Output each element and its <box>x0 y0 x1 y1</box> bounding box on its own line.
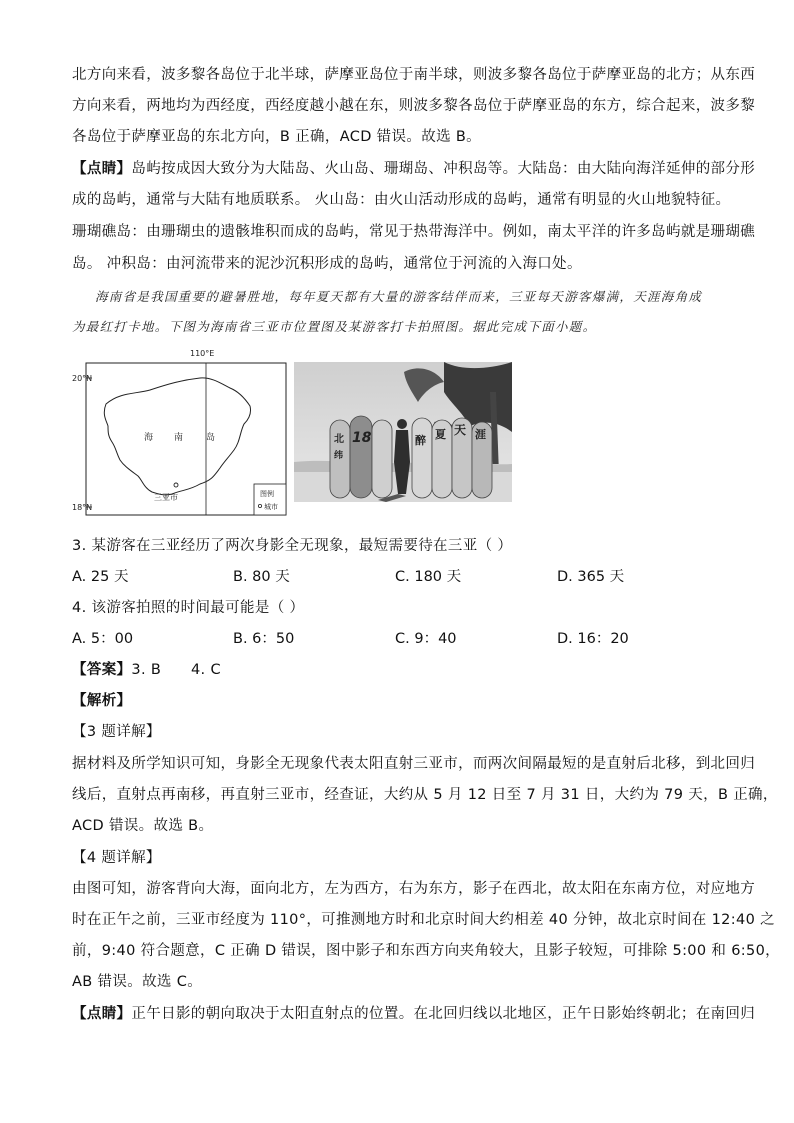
q4-option-d[interactable]: D. 16：20 <box>557 631 629 647</box>
body-text-line: 各岛位于萨摩亚岛的东北方向，B 正确，ACD 错误。故选 B。 <box>72 129 482 145</box>
q3-option-c[interactable]: C. 180 天 <box>395 569 462 585</box>
tip-paragraph-line <box>72 159 755 179</box>
latitude-label-bottom: 18°N <box>72 503 93 512</box>
q4-detail-line: AB 错误。故选 C。 <box>72 974 203 990</box>
surfboard-text: 天 <box>454 423 467 437</box>
question-3-stem: 3. 某游客在三亚经历了两次身影全无现象，最短需要待在三亚（ ） <box>72 538 513 554</box>
sanya-city-label: 三亚市 <box>154 493 178 502</box>
q3-detail-heading: 【3 题详解】 <box>72 724 161 740</box>
surfboard-text: 涯 <box>475 428 486 441</box>
analysis-label: 【解析】 <box>72 693 132 709</box>
q4-option-a[interactable]: A. 5：00 <box>72 631 134 647</box>
q3-detail-line: 线后，直射点再南移，再直射三亚市，经查证，大约从 5 月 12 日至 7 月 31 日，大约为 79 天，B 正确， <box>72 787 778 803</box>
tip-text: 正午日影的朝向取决于太阳直射点的位置。在北回归线以北地区，正午日影始终朝北；在南回归 <box>131 1006 756 1022</box>
legend-title: 图例 <box>260 490 274 498</box>
answer-line <box>72 660 221 680</box>
q3-option-a[interactable]: A. 25 天 <box>72 569 129 585</box>
island-label-char: 海 <box>144 433 154 443</box>
legend-city-label: 城市 <box>264 503 278 511</box>
island-label-char: 南 <box>174 433 184 443</box>
tip-paragraph-line: 岛。 冲积岛：由河流带来的泥沙沉积形成的岛屿，通常位于河流的入海口处。 <box>72 256 582 272</box>
tip-text: 岛屿按成因大致分为大陆岛、火山岛、珊瑚岛、冲积岛等。大陆岛：由大陆向海洋延伸的部分形 <box>131 161 756 177</box>
question-4-stem: 4. 该游客拍照的时间最可能是（ ） <box>72 600 305 616</box>
surfboard-text: 纬 <box>334 451 344 461</box>
q4-detail-line: 时在正午之前，三亚市经度为 110°，可推测地方时和北京时间大约相差 40 分钟，故北京时间在 12:40 之 <box>72 912 775 928</box>
tip-paragraph-line: 珊瑚礁岛：由珊瑚虫的遗骸堆积而成的岛屿，常见于热带海洋中。例如，南太平洋的许多岛屿就是珊瑚礁 <box>72 224 756 240</box>
surfboard-text: 北 <box>334 434 344 445</box>
q3-detail-line: 据材料及所学知识可知，身影全无现象代表太阳直射三亚市，而两次间隔最短的是直射后北移，到北回归 <box>72 756 756 772</box>
sanya-city-marker <box>174 483 178 487</box>
body-text-line: 北方向来看，波多黎各岛位于北半球，萨摩亚岛位于南半球，则波多黎各岛位于萨摩亚岛的北方；从东西 <box>72 67 756 83</box>
material-intro-line: 海南省是我国重要的避暑胜地，每年夏天都有大量的游客结伴而来，三亚每天游客爆满，天涯海角成 <box>95 289 703 304</box>
tip-label: 【点睛】 <box>72 161 132 177</box>
body-text-line: 方向来看，两地均为西经度，西经度越小越在东，则波多黎各岛位于萨摩亚岛的东方，综合起来，波多黎 <box>72 98 756 114</box>
q4-detail-line: 由图可知，游客背向大海，面向北方，左为西方，右为东方，影子在西北，故太阳在东南方位，对应地方 <box>72 881 756 897</box>
surfboard-text: 醉 <box>415 434 426 447</box>
surfboard-text: 夏 <box>435 428 446 441</box>
tourist-checkin-photo <box>294 362 512 502</box>
tip-paragraph-line <box>72 1004 755 1024</box>
hainan-location-map <box>72 344 288 516</box>
longitude-label: 110°E <box>190 349 215 358</box>
q4-detail-line: 前，9:40 符合题意，C 正确 D 错误，图中影子和东西方向夹角较大，且影子较短，可排除 5:00 和 6:50， <box>72 943 781 959</box>
q3-detail-line: ACD 错误。故选 B。 <box>72 818 214 834</box>
latitude-label-top: 20°N <box>72 374 93 383</box>
surfboard-text: 18 <box>352 430 372 446</box>
q3-option-d[interactable]: D. 365 天 <box>557 569 625 585</box>
tip-label: 【点睛】 <box>72 1006 132 1022</box>
q4-detail-heading: 【4 题详解】 <box>72 850 161 866</box>
tip-paragraph-line: 成的岛屿，通常与大陆有地质联系。 火山岛：由火山活动形成的岛屿，通常有明显的火山地貌特征。 <box>72 192 731 208</box>
q4-option-c[interactable]: C. 9：40 <box>395 631 457 647</box>
answer-label: 【答案】 <box>72 662 132 678</box>
q3-option-b[interactable]: B. 80 天 <box>233 569 290 585</box>
answer-text: 3. B 4. C <box>131 662 221 678</box>
q4-option-b[interactable]: B. 6：50 <box>233 631 295 647</box>
material-intro-line: 为最红打卡地。下图为海南省三亚市位置图及某游客打卡拍照图。据此完成下面小题。 <box>72 319 597 334</box>
island-label-char: 岛 <box>206 433 216 443</box>
